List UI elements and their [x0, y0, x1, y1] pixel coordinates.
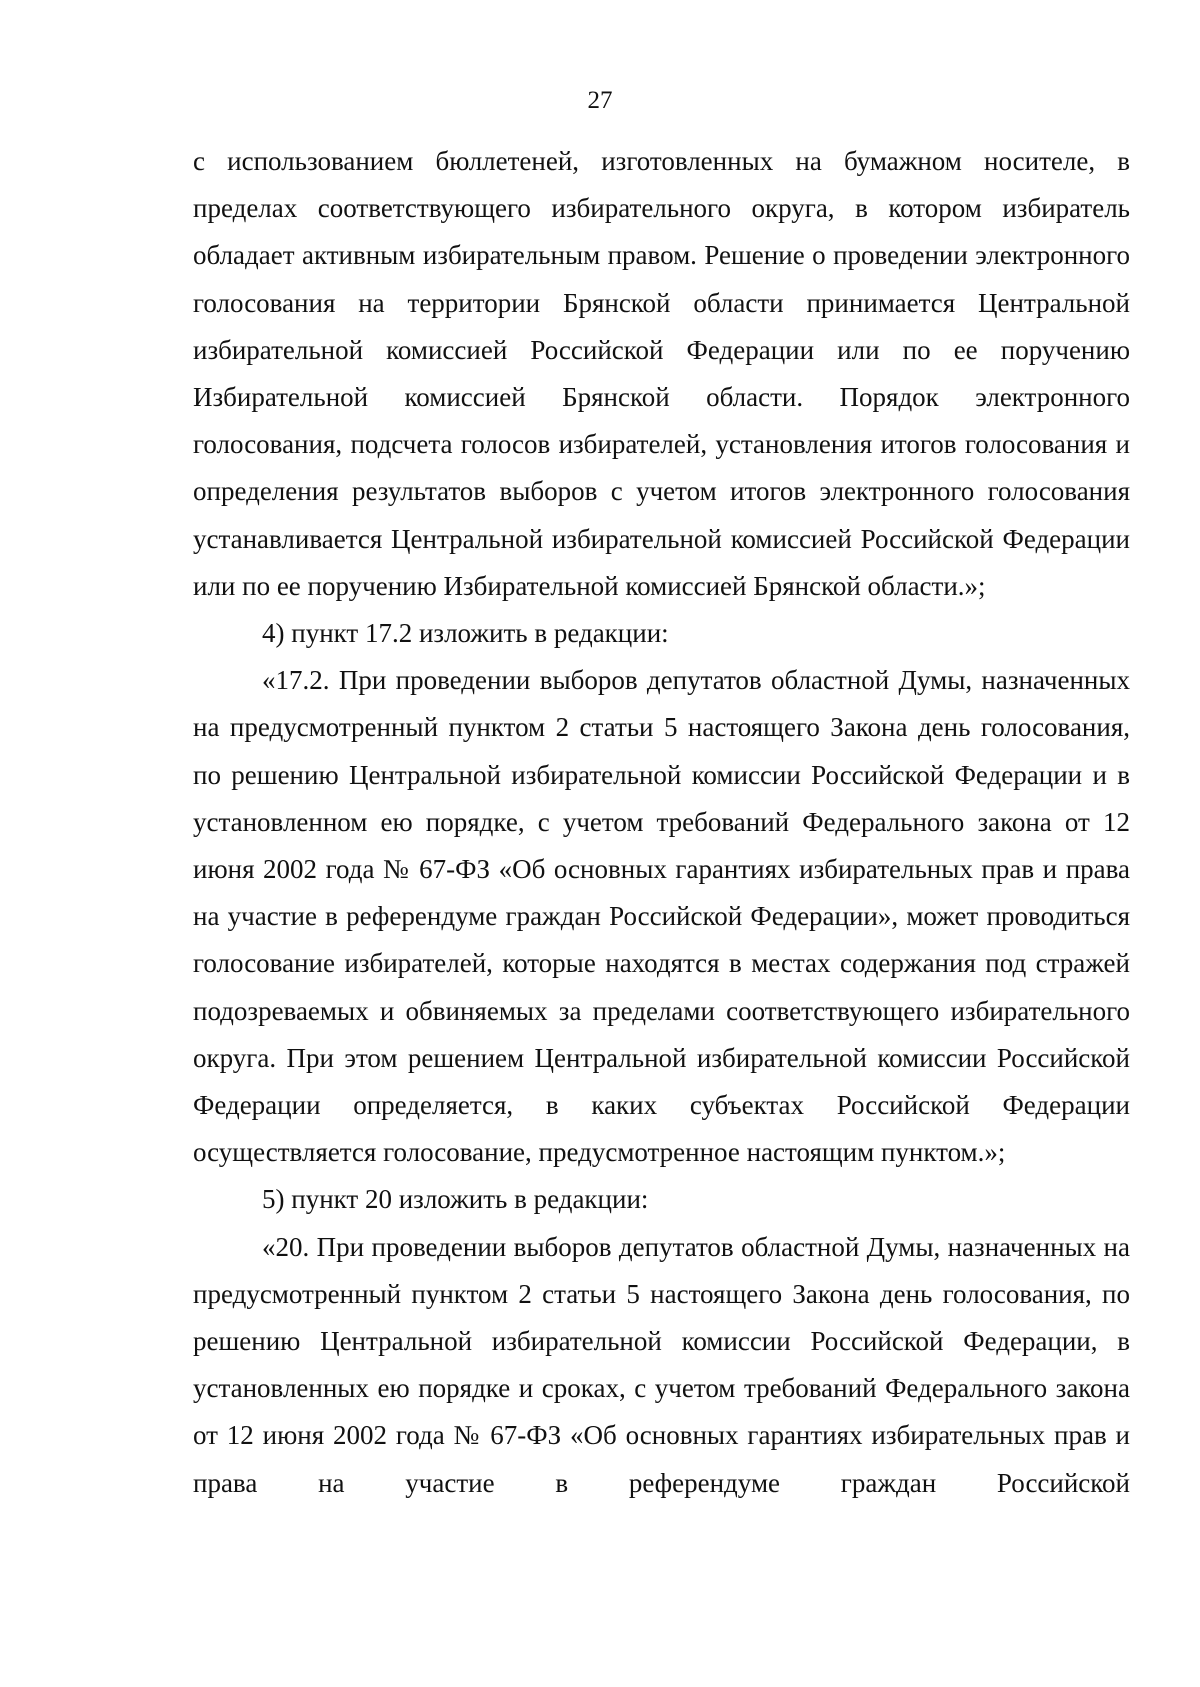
paragraph-item-5: 5) пункт 20 изложить в редакции:	[262, 1184, 649, 1215]
paragraph-item-4: 4) пункт 17.2 изложить в редакции:	[262, 618, 669, 649]
paragraph-clause-17-2: «17.2. При проведении выборов депутатов областной Думы, назначенных на предусмотренный пунктом 2 статьи 5 настоящего Закона день голосования, по решению Центральной избирательной комиссии Российской Федерации и в установленном ею порядке, с учетом требований Федерального закона от 12 июня 2002 года № 67-ФЗ «Об основных гарантиях избирательных прав и права на участие в референдуме граждан Российской Федерации», может проводиться голосование избирателей, которые находятся в местах содержания под стражей подозреваемых и обвиняемых за пределами соответствующего избирательного округа. При этом решением Центральной избирательной комиссии Российской Федерации определяется, в каких субъектах Российской Федерации осуществляется голосование, предусмотренное настоящим пунктом.»;	[193, 665, 1130, 1168]
paragraph-clause-20: «20. При проведении выборов депутатов областной Думы, назначенных на предусмотренный пунктом 2 статьи 5 настоящего Закона день голосования, по решению Центральной избирательной комиссии Российской Федерации, в установленных ею порядке и сроках, с учетом требований Федерального закона от 12 июня 2002 года № 67-ФЗ «Об основных гарантиях избирательных прав и права на участие в референдуме граждан Российской	[193, 1231, 1130, 1498]
document-body	[193, 138, 1130, 1507]
page-number: 27	[587, 87, 613, 114]
paragraph-continuation: с использованием бюллетеней, изготовленных на бумажном носителе, в пределах соответствующего избирательного округа, в котором избиратель обладает активным избирательным правом. Решение о проведении электронного голосования на территории Брянской области принимается Центральной избирательной комиссией Российской Федерации или по ее поручению Избирательной комиссией Брянской области. Порядок электронного голосования, подсчета голосов избирателей, установления итогов голосования и определения результатов выборов с учетом итогов электронного голосования устанавливается Центральной избирательной комиссией Российской Федерации или по ее поручению Избирательной комиссией Брянской области.»;	[193, 146, 1130, 601]
